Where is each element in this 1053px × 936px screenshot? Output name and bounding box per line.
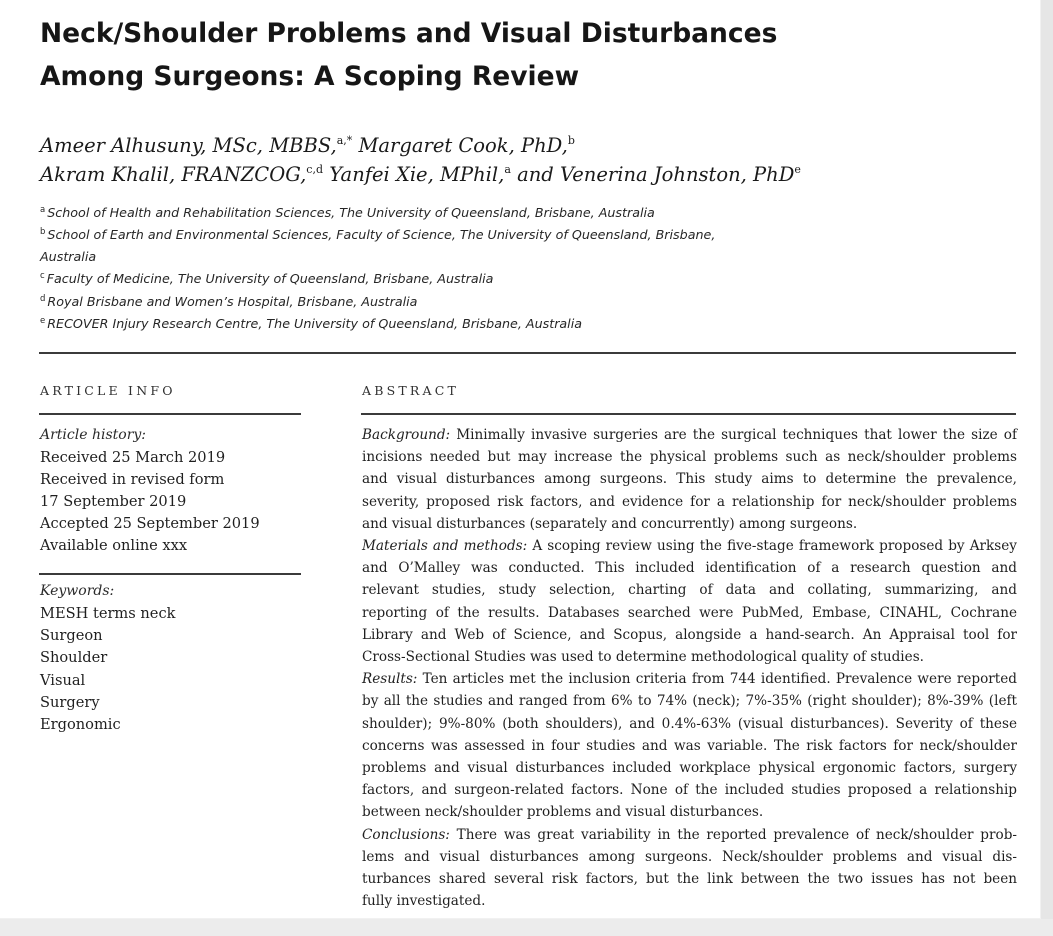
abstract-line — [362, 893, 1017, 909]
abstract-text: turbances shared several risk factors, but the link between the two issues has not been — [362, 871, 1017, 887]
keyword-item: MESH terms neck — [40, 605, 176, 622]
abstract-line — [362, 516, 1017, 532]
abstract-section-label: Conclusions: — [362, 826, 450, 843]
abstract-text: reporting of the results. Databases searched were PubMed, Embase, CINAHL, Cochrane — [362, 604, 1017, 621]
abstract-heading: ABSTRACT — [362, 383, 460, 398]
affiliation-d — [40, 294, 417, 309]
history-item: Accepted 25 September 2019 — [40, 515, 260, 532]
author-affiliation-mark: c,d — [306, 163, 323, 176]
abstract-text: Library and Web of Science, and Scopus, alongside a hand-search. An Appraisal tool for — [362, 626, 1017, 643]
abstract-text: lems and visual disturbances among surgeons. Neck/shoulder problems and visual dis- — [362, 848, 1017, 865]
abstract-line — [362, 804, 1017, 820]
abstract-text: and O’Malley was conducted. This included identification of a research question and — [362, 560, 1017, 577]
affiliation-text: Royal Brisbane and Women’s Hospital, Brisbane, Australia — [47, 294, 418, 309]
abstract-line — [362, 827, 1017, 843]
affiliation-a — [40, 205, 655, 220]
abstract-line — [362, 627, 1017, 643]
affiliation-text: Faculty of Medicine, The University of Queensland, Brisbane, Australia — [46, 271, 494, 286]
abstract-line — [362, 649, 1017, 665]
abstract-line — [362, 538, 1017, 554]
affiliation-mark: a — [40, 205, 46, 215]
abstract-line — [362, 716, 1017, 732]
abstract-text: concerns was assessed in four studies and was variable. The risk factors for neck/shoulder — [362, 737, 1017, 754]
keyword-item: Visual — [40, 672, 86, 689]
author-affiliation-mark: a,* — [336, 134, 353, 147]
abstract-text: and visual disturbances (separately and concurrently) among surgeons. — [362, 515, 858, 532]
author-name: Venerina Johnston, PhD — [559, 163, 795, 186]
history-item: 17 September 2019 — [40, 493, 187, 510]
author-name: Akram Khalil, FRANZCOG, — [40, 163, 307, 186]
author-conjunction: and — [517, 163, 554, 186]
keywords-divider — [39, 573, 301, 575]
viewer-right-margin — [1041, 0, 1053, 936]
article-info-divider — [39, 413, 301, 415]
abstract-text: Cross-Sectional Studies was used to determine methodological quality of studies. — [362, 649, 924, 665]
author-affiliation-mark: e — [794, 163, 801, 176]
author-name: Margaret Cook, PhD, — [358, 134, 568, 157]
history-item: Available online xxx — [40, 537, 188, 554]
affiliation-text: RECOVER Injury Research Centre, The University of Queensland, Brisbane, Australia — [47, 316, 583, 331]
affiliation-b-continuation: Australia — [40, 249, 97, 264]
abstract-line — [362, 560, 1017, 576]
abstract-text: problems and visual disturbances included workplace physical ergonomic factors, surgery — [362, 760, 1017, 776]
article-info-heading: ARTICLE INFO — [40, 383, 176, 398]
abstract-text: factors, and surgeon-related factors. None of the included studies proposed a relationship — [362, 782, 1017, 799]
abstract-line — [362, 760, 1017, 776]
affiliation-e — [40, 316, 582, 331]
affiliation-text: School of Earth and Environmental Sciences, Faculty of Science, The University of Queensland, Brisbane, — [47, 227, 716, 242]
abstract-line — [362, 782, 1017, 798]
author-affiliation-mark: b — [567, 134, 575, 147]
abstract-text: relevant studies, study selection, charting of data and collating, summarizing, and — [362, 582, 1017, 599]
abstract-line — [362, 471, 1017, 487]
history-item: Received in revised form — [40, 471, 225, 488]
abstract-line — [362, 871, 1017, 887]
abstract-text: Ten articles met the inclusion criteria from 744 identified. Prevalence were reported — [417, 671, 1017, 688]
abstract-line — [362, 693, 1017, 709]
keyword-item: Ergonomic — [40, 716, 121, 733]
abstract-text: between neck/shoulder problems and visual disturbances. — [362, 804, 764, 821]
abstract-line — [362, 494, 1017, 510]
viewer-bottom-margin — [0, 919, 1053, 936]
affiliation-b — [40, 227, 715, 242]
abstract-section-label: Materials and methods: — [362, 538, 528, 554]
abstract-text: Minimally invasive surgeries are the surgical techniques that lower the size of — [450, 427, 1017, 443]
abstract-line — [362, 449, 1017, 465]
author-affiliation-mark: a — [504, 163, 511, 176]
author-name: Yanfei Xie, MPhil, — [329, 163, 505, 186]
abstract-text: incisions needed but may increase the physical problems such as neck/shoulder problems — [362, 449, 1017, 466]
abstract-line — [362, 671, 1017, 687]
abstract-text: and visual disturbances among surgeons. This study aims to determine the prevalence, — [362, 471, 1017, 488]
affiliation-c — [40, 271, 493, 286]
abstract-text: There was great variability in the reported prevalence of neck/shoulder prob- — [449, 826, 1017, 843]
affiliation-text: School of Health and Rehabilitation Sciences, The University of Queensland, Brisbane, Australia — [47, 205, 655, 220]
abstract-line — [362, 582, 1017, 598]
abstract-text: by all the studies and ranged from 6% to 74% (neck); 7%-35% (right shoulder); 8%-39% (left — [362, 693, 1017, 710]
affiliation-mark: e — [40, 316, 46, 326]
affiliation-mark: b — [40, 227, 46, 237]
abstract-text: fully investigated. — [362, 893, 486, 910]
header-divider — [39, 352, 1016, 354]
abstract-text: A scoping review using the five-stage framework proposed by Arksey — [527, 538, 1017, 554]
history-item: Received 25 March 2019 — [40, 449, 226, 466]
keyword-item: Shoulder — [40, 649, 108, 666]
authors-line-2 — [40, 163, 801, 186]
abstract-line — [362, 605, 1017, 621]
abstract-line — [362, 427, 1017, 443]
abstract-line — [362, 849, 1017, 865]
abstract-section-label: Background: — [362, 427, 451, 443]
keyword-item: Surgeon — [40, 627, 103, 644]
title-line-2: Among Surgeons: A Scoping Review — [40, 61, 580, 92]
abstract-text: severity, proposed risk factors, and evidence for a relationship for neck/shoulder problems — [362, 493, 1017, 510]
authors-line-1 — [40, 134, 575, 157]
abstract-text: shoulder); 9%-80% (both shoulders), and 0.4%-63% (visual disturbances). Severity of these — [362, 715, 1017, 732]
abstract-divider — [361, 413, 1016, 415]
affiliation-mark: c — [40, 271, 45, 281]
author-name: Ameer Alhusuny, MSc, MBBS, — [40, 134, 337, 157]
keywords-label: Keywords: — [40, 583, 115, 599]
abstract-section-label: Results: — [362, 671, 418, 688]
title-line-1: Neck/Shoulder Problems and Visual Disturbances — [40, 18, 778, 49]
affiliation-mark: d — [40, 294, 46, 304]
abstract-line — [362, 738, 1017, 754]
keyword-item: Surgery — [40, 694, 100, 711]
article-history-label: Article history: — [40, 427, 147, 443]
